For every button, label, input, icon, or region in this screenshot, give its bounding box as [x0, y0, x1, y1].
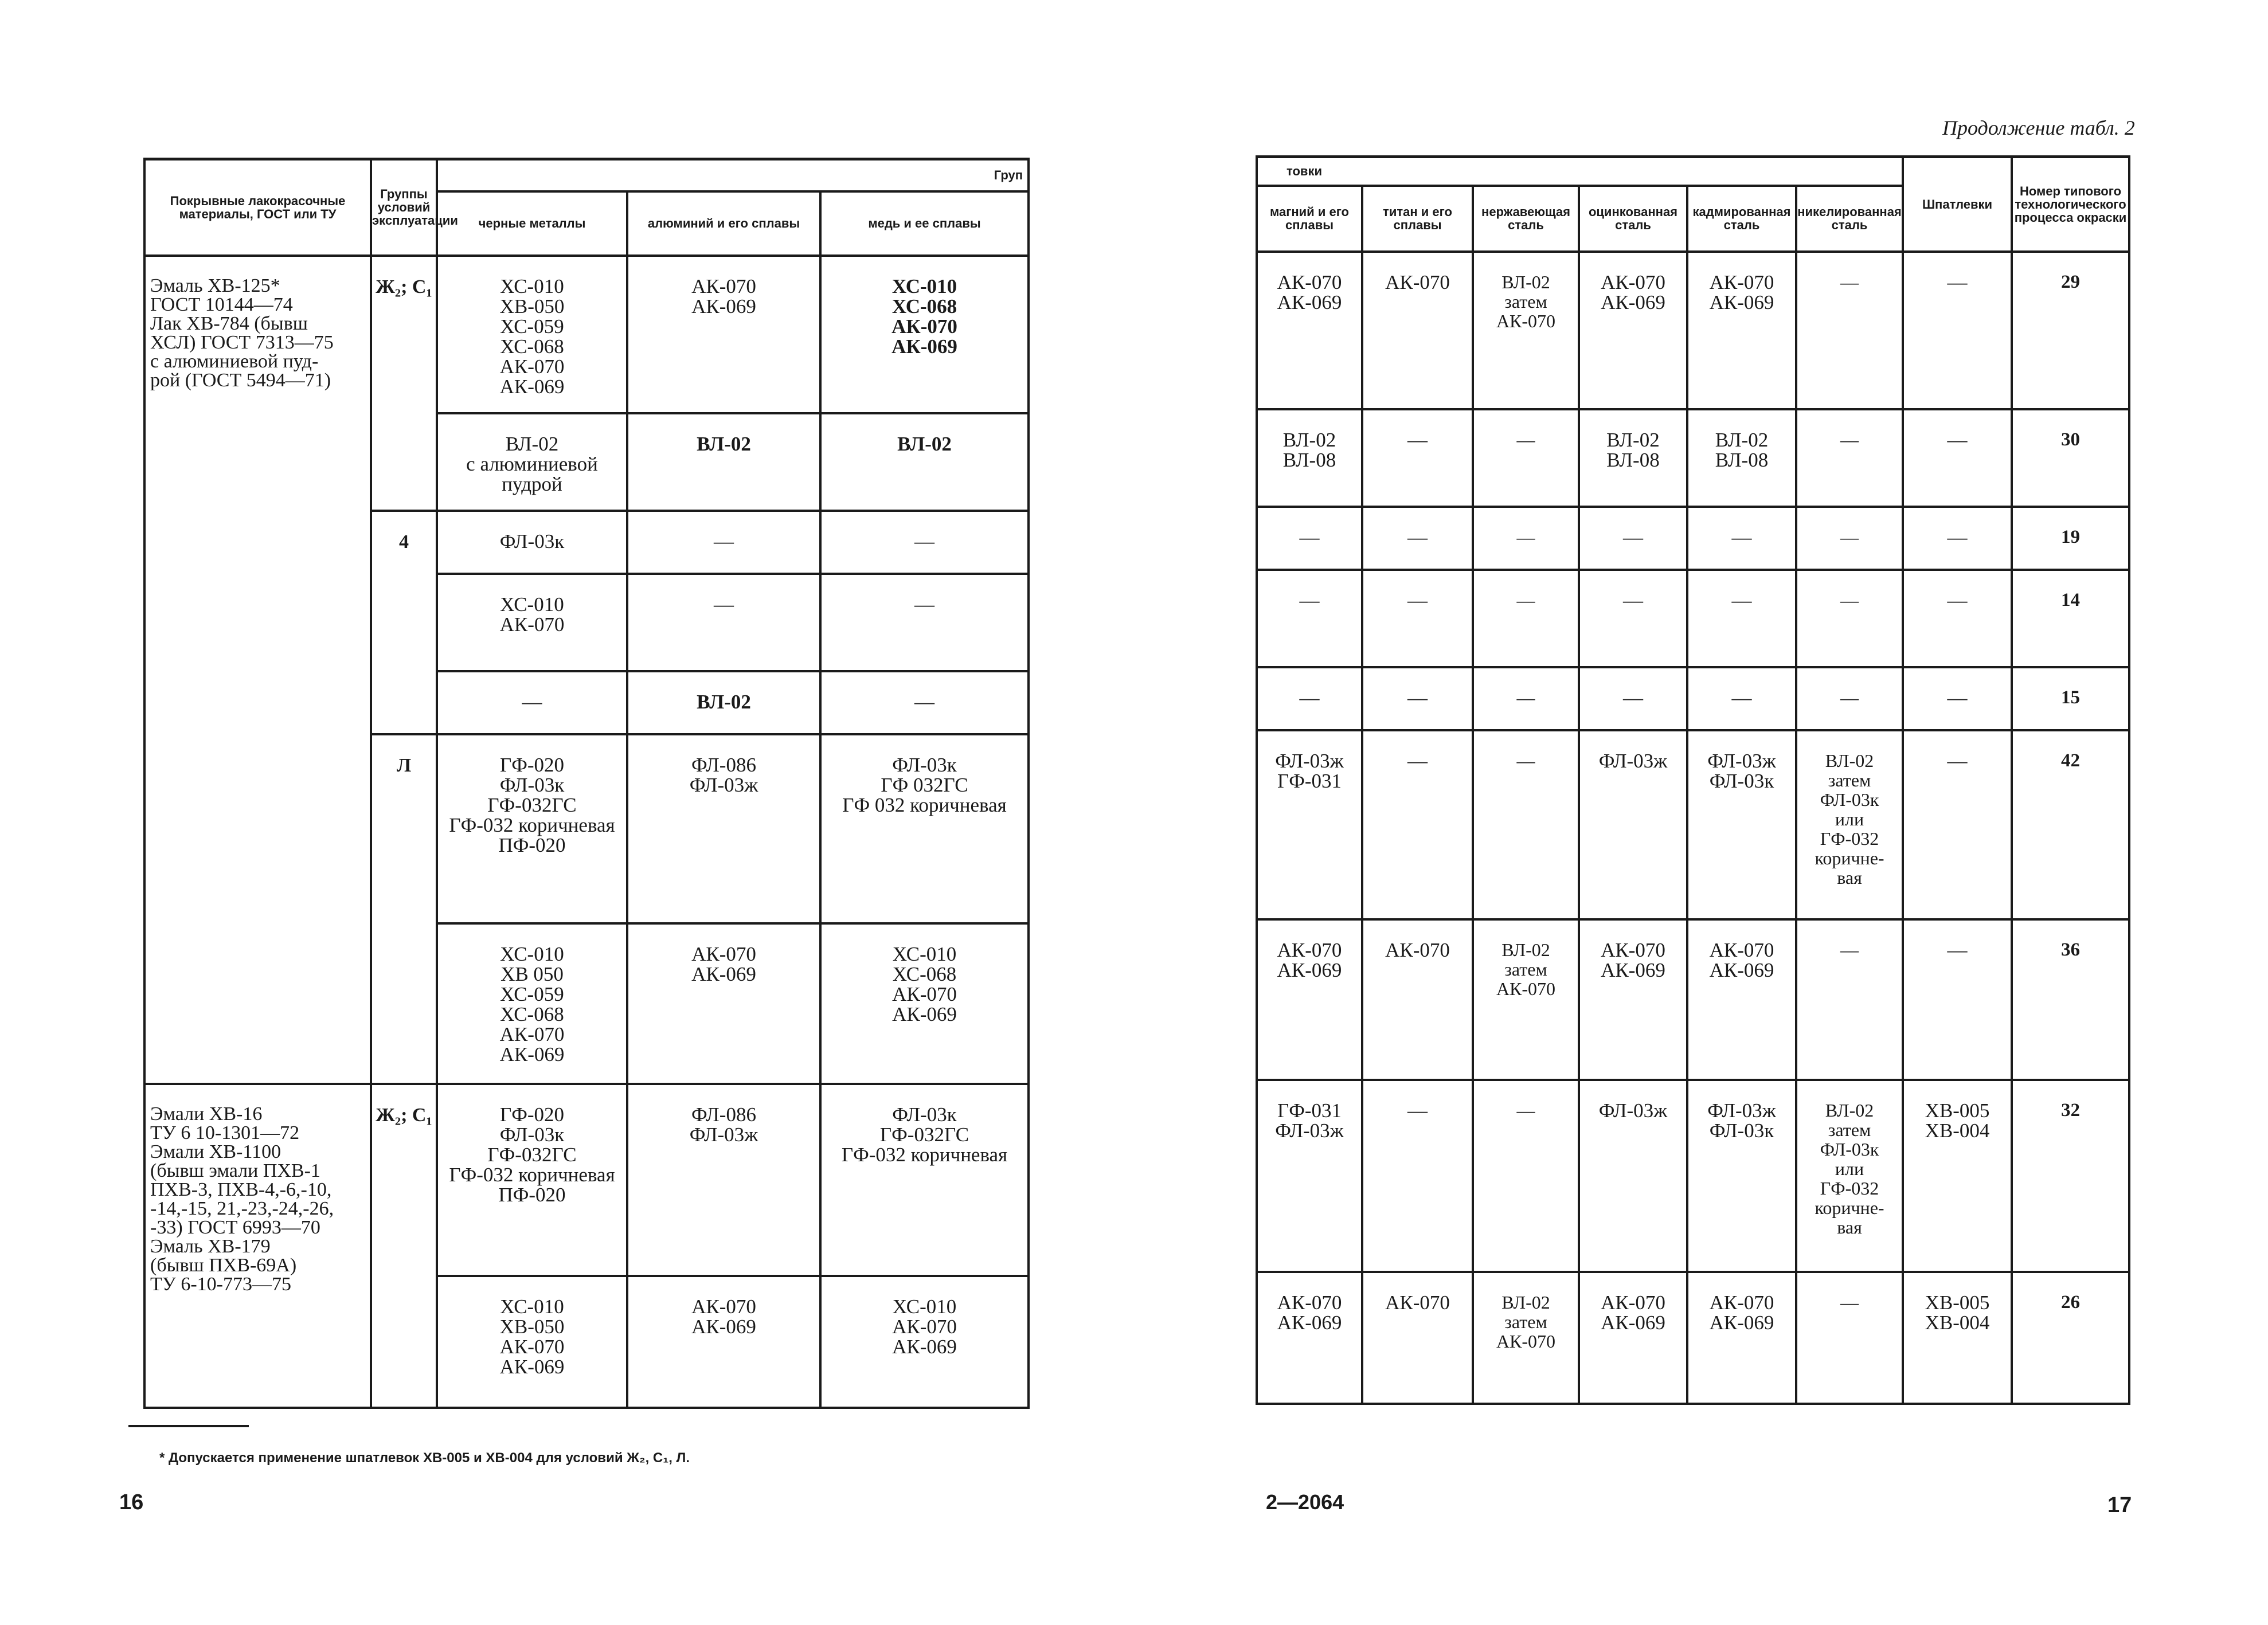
- cell-aluminum: [627, 734, 820, 923]
- cell-nickel: [1796, 1080, 1903, 1272]
- cell-aluminum: [627, 256, 820, 413]
- cell-value: —: [1731, 526, 1752, 549]
- cell-value: АК-070 АК-069: [691, 275, 756, 318]
- cell-value: АК-070 АК-069: [1601, 271, 1665, 314]
- cell-aluminum: [627, 413, 820, 511]
- cell-copper: [820, 511, 1029, 574]
- cell-titanium: [1362, 570, 1473, 667]
- cell-value: ХС-010 АК-070 АК-069: [892, 1295, 957, 1358]
- cell-value: —: [1299, 589, 1320, 612]
- cell-value: —: [1516, 1099, 1535, 1121]
- cell-value: 36: [2061, 939, 2081, 960]
- cell-value: 14: [2061, 589, 2081, 610]
- cell-aluminum: [627, 671, 820, 734]
- cell-process: [2012, 409, 2129, 507]
- cell-value: ФЛ-03ж: [1598, 749, 1668, 772]
- cell-value: ВЛ-02 с алюминиевой пудрой: [466, 432, 598, 495]
- cell-copper: [820, 256, 1029, 413]
- cell-value: ФЛ-086 ФЛ-03ж: [689, 1103, 758, 1146]
- cell-magnesium: [1257, 570, 1362, 667]
- cell-copper: [820, 413, 1029, 511]
- cell-value: АК-070: [1385, 1291, 1450, 1314]
- cell-stainless: [1473, 570, 1579, 667]
- cell-value: —: [1407, 526, 1428, 549]
- cell-ferrous: [437, 256, 627, 413]
- cell-value: 19: [2061, 526, 2081, 547]
- table-row: [1257, 1272, 2129, 1404]
- cell-galvanized: [1579, 919, 1687, 1080]
- cell-value: —: [1407, 428, 1428, 451]
- cell-magnesium: [1257, 919, 1362, 1080]
- cell-cadmium: [1687, 1080, 1796, 1272]
- table-row: [1257, 919, 2129, 1080]
- cell-copper: [820, 1084, 1029, 1276]
- cell-titanium: [1362, 507, 1473, 570]
- cell-value: ВЛ-02 затем АК-070: [1496, 939, 1556, 999]
- header-materials: Покрывные лакокрасочные материалы, ГОСТ или ТУ: [144, 159, 371, 256]
- cell-value: —: [1840, 939, 1859, 960]
- cell-value: ФЛ-03ж: [1598, 1099, 1668, 1122]
- cell-value: —: [1840, 526, 1859, 547]
- cell-value: АК-070 АК-069: [691, 1295, 756, 1338]
- cell-value: ФЛ-086 ФЛ-03ж: [689, 753, 758, 796]
- cell-value: ВЛ-02 ВЛ-08: [1715, 428, 1769, 471]
- table-row: [144, 1084, 1029, 1276]
- cell-nickel: [1796, 507, 1903, 570]
- cell-ferrous: [437, 923, 627, 1084]
- left-table-body: [144, 256, 1029, 1408]
- cell-galvanized: [1579, 252, 1687, 409]
- cell-value: АК-070 АК-069: [1601, 1291, 1665, 1334]
- cell-value: ФЛ-03к ГФ 032ГС ГФ 032 коричневая: [842, 753, 1007, 816]
- cell-titanium: [1362, 730, 1473, 919]
- cell-value: —: [1299, 686, 1320, 709]
- right-table: [1256, 155, 2130, 1405]
- group-cell: [371, 734, 437, 1084]
- cell-process: [2012, 252, 2129, 409]
- material-text: Эмаль ХВ-125* ГОСТ 10144—74 Лак ХВ-784 (бывш ХСЛ) ГОСТ 7313—75 с алюминиевой пуд- рой (ГОСТ 5494—71): [150, 275, 334, 391]
- cell-value: АК-070: [1385, 271, 1450, 293]
- cell-value: —: [1407, 1099, 1428, 1122]
- cell-aluminum: [627, 1084, 820, 1276]
- cell-cadmium: [1687, 730, 1796, 919]
- cell-cadmium: [1687, 919, 1796, 1080]
- cell-value: —: [1516, 429, 1535, 450]
- cell-process: [2012, 507, 2129, 570]
- cell-value: —: [1947, 686, 1968, 709]
- header-process-number: Номер типового технологического процесса окраски: [2012, 157, 2129, 252]
- cell-value: ВЛ-02: [897, 432, 952, 455]
- cell-value: —: [1516, 750, 1535, 771]
- cell-nickel: [1796, 1272, 1903, 1404]
- cell-value: АК-070 АК-069: [1709, 1291, 1774, 1334]
- header-putty: Шпатлевки: [1903, 157, 2012, 252]
- cell-value: ФЛ-03ж ФЛ-03к: [1707, 1099, 1776, 1142]
- cell-value: —: [1407, 686, 1428, 709]
- cell-value: ГФ-020 ФЛ-03к ГФ-032ГС ГФ-032 коричневая ПФ-020: [449, 1103, 615, 1206]
- cell-stainless: [1473, 409, 1579, 507]
- table-row: [1257, 507, 2129, 570]
- cell-putty: [1903, 667, 2012, 730]
- cell-stainless: [1473, 252, 1579, 409]
- cell-copper: [820, 1276, 1029, 1408]
- cell-process: [2012, 667, 2129, 730]
- cell-process: [2012, 1272, 2129, 1404]
- footnote: * Допускается применение шпатлевок ХВ-005 и ХВ-004 для условий Ж₂, С₁, Л.: [159, 1450, 690, 1466]
- cell-value: ВЛ-02 ВЛ-08: [1282, 428, 1336, 471]
- cell-value: АК-070 АК-069: [1277, 938, 1342, 981]
- cell-value: —: [1407, 589, 1428, 612]
- header-span: товки: [1257, 157, 1903, 186]
- cell-value: —: [1840, 589, 1859, 610]
- cell-value: ФЛ-03к ГФ-032ГС ГФ-032 коричневая: [841, 1103, 1008, 1166]
- cell-value: ХС-010 АК-070: [499, 593, 565, 636]
- cell-process: [2012, 1080, 2129, 1272]
- cell-galvanized: [1579, 409, 1687, 507]
- cell-value: ХС-010 ХВ-050 ХС-059 ХС-068 АК-070 АК-069: [499, 275, 565, 398]
- cell-ferrous: [437, 413, 627, 511]
- header-galvanized: оцинкованная сталь: [1579, 186, 1687, 252]
- cell-value: —: [1947, 271, 1968, 293]
- cell-magnesium: [1257, 409, 1362, 507]
- cell-value: ХС-010 ХВ 050 ХС-059 ХС-068 АК-070 АК-069: [499, 942, 565, 1066]
- cell-value: —: [714, 593, 734, 616]
- cell-titanium: [1362, 252, 1473, 409]
- header-cadmium: кадмированная сталь: [1687, 186, 1796, 252]
- group-label: Ж₂; С₁: [376, 1104, 432, 1126]
- cell-nickel: [1796, 919, 1903, 1080]
- left-table: [143, 158, 1030, 1409]
- material-text: Эмали ХВ-16 ТУ 6 10-1301—72 Эмали ХВ-1100 (бывш эмали ПХВ-1 ПХВ-3, ПХВ-4,-6,-10, -14,-15, 21,-23,-24,-26, -33) ГОСТ 6993—70 Эмаль ХВ-179 (бывш ПХВ-69А) ТУ 6-10-773—75: [150, 1103, 334, 1295]
- cell-stainless: [1473, 667, 1579, 730]
- header-titanium: титан и его сплавы: [1362, 186, 1473, 252]
- cell-value: ХС-010 ХС-068 АК-070 АК-069: [892, 942, 957, 1025]
- cell-value: —: [1731, 589, 1752, 612]
- cell-titanium: [1362, 409, 1473, 507]
- footnote-rule: [128, 1425, 249, 1427]
- cell-magnesium: [1257, 730, 1362, 919]
- group-cell: [371, 1084, 437, 1408]
- cell-aluminum: [627, 923, 820, 1084]
- cell-value: АК-070 АК-069: [1709, 271, 1774, 314]
- cell-copper: [820, 671, 1029, 734]
- cell-ferrous: [437, 1276, 627, 1408]
- cell-copper: [820, 734, 1029, 923]
- cell-titanium: [1362, 1080, 1473, 1272]
- cell-galvanized: [1579, 667, 1687, 730]
- cell-value: —: [1516, 589, 1535, 610]
- cell-ferrous: [437, 511, 627, 574]
- cell-stainless: [1473, 507, 1579, 570]
- cell-stainless: [1473, 1272, 1579, 1404]
- cell-value: ФЛ-03ж ГФ-031: [1275, 749, 1344, 792]
- cell-titanium: [1362, 667, 1473, 730]
- cell-value: 32: [2061, 1099, 2081, 1121]
- header-copper: медь и ее сплавы: [820, 191, 1029, 256]
- cell-value: —: [714, 530, 734, 553]
- cell-value: —: [1947, 749, 1968, 772]
- cell-value: —: [1947, 428, 1968, 451]
- header-nickel: никелированная сталь: [1796, 186, 1903, 252]
- cell-value: 26: [2061, 1291, 2081, 1313]
- header-groups: Группы условий эксплуатации: [371, 159, 437, 256]
- cell-titanium: [1362, 919, 1473, 1080]
- cell-cadmium: [1687, 667, 1796, 730]
- cell-ferrous: [437, 574, 627, 671]
- table-row: [144, 256, 1029, 413]
- cell-value: ВЛ-02 затем ФЛ-03к или ГФ-032 коричне- вая: [1815, 1099, 1884, 1238]
- cell-cadmium: [1687, 409, 1796, 507]
- cell-ferrous: [437, 734, 627, 923]
- cell-value: —: [1623, 589, 1643, 612]
- group-label: Л: [396, 754, 412, 776]
- cell-value: —: [914, 593, 934, 616]
- cell-value: —: [1516, 687, 1535, 708]
- cell-value: ВЛ-02 затем ФЛ-03к или ГФ-032 коричне- вая: [1815, 750, 1884, 888]
- header-stainless: нержавеющая сталь: [1473, 186, 1579, 252]
- cell-aluminum: [627, 574, 820, 671]
- cell-value: 15: [2061, 687, 2081, 708]
- table-row: [1257, 570, 2129, 667]
- table-row: [1257, 252, 2129, 409]
- cell-value: —: [1299, 526, 1320, 549]
- cell-value: ВЛ-02 затем АК-070: [1496, 1291, 1556, 1352]
- cell-putty: [1903, 919, 2012, 1080]
- cell-nickel: [1796, 252, 1903, 409]
- header-ferrous: черные металлы: [437, 191, 627, 256]
- cell-value: ГФ-031 ФЛ-03ж: [1275, 1099, 1344, 1142]
- cell-value: 42: [2061, 750, 2081, 771]
- cell-putty: [1903, 1272, 2012, 1404]
- cell-magnesium: [1257, 252, 1362, 409]
- cell-ferrous: [437, 1084, 627, 1276]
- cell-putty: [1903, 1080, 2012, 1272]
- cell-nickel: [1796, 730, 1903, 919]
- cell-titanium: [1362, 1272, 1473, 1404]
- table-row: [1257, 1080, 2129, 1272]
- cell-value: —: [914, 690, 934, 713]
- cell-value: АК-070 АК-069: [1277, 1291, 1342, 1334]
- cell-galvanized: [1579, 570, 1687, 667]
- cell-value: —: [1731, 686, 1752, 709]
- cell-value: ФЛ-03ж ФЛ-03к: [1707, 749, 1776, 792]
- page-center-code: 2—2064: [1266, 1490, 1344, 1514]
- cell-value: —: [1947, 938, 1968, 961]
- cell-ferrous: [437, 671, 627, 734]
- cell-copper: [820, 574, 1029, 671]
- header-magnesium: магний и его сплавы: [1257, 186, 1362, 252]
- group-cell: [371, 256, 437, 511]
- cell-aluminum: [627, 511, 820, 574]
- cell-magnesium: [1257, 1272, 1362, 1404]
- page-number-right: 17: [2107, 1493, 2132, 1517]
- cell-value: ХС-010 ХС-068 АК-070 АК-069: [891, 275, 957, 358]
- cell-value: —: [1623, 686, 1643, 709]
- cell-magnesium: [1257, 1080, 1362, 1272]
- cell-cadmium: [1687, 252, 1796, 409]
- cell-putty: [1903, 252, 2012, 409]
- cell-value: ВЛ-02: [697, 432, 751, 455]
- cell-value: ВЛ-02 ВЛ-08: [1606, 428, 1660, 471]
- right-page: [1134, 0, 2268, 1625]
- cell-process: [2012, 730, 2129, 919]
- cell-value: ВЛ-02 затем АК-070: [1496, 271, 1556, 331]
- cell-stainless: [1473, 730, 1579, 919]
- table-row: [1257, 667, 2129, 730]
- cell-value: ХВ-005 ХВ-004: [1925, 1099, 1990, 1142]
- material-cell: [144, 1084, 371, 1408]
- cell-value: —: [1407, 749, 1428, 772]
- cell-galvanized: [1579, 1272, 1687, 1404]
- page-number-left: 16: [119, 1490, 144, 1514]
- material-cell: [144, 256, 371, 1084]
- cell-value: —: [1840, 1291, 1859, 1313]
- header-aluminum: алюминий и его сплавы: [627, 191, 820, 256]
- cell-value: —: [1840, 429, 1859, 450]
- cell-value: 30: [2061, 429, 2081, 450]
- cell-value: —: [1516, 526, 1535, 547]
- group-label: 4: [399, 531, 409, 553]
- cell-value: 29: [2061, 271, 2081, 292]
- cell-process: [2012, 570, 2129, 667]
- cell-magnesium: [1257, 667, 1362, 730]
- right-table-body: [1257, 252, 2129, 1404]
- cell-stainless: [1473, 919, 1579, 1080]
- cell-value: ХВ-005 ХВ-004: [1925, 1291, 1990, 1334]
- cell-nickel: [1796, 667, 1903, 730]
- group-cell: [371, 511, 437, 734]
- cell-copper: [820, 923, 1029, 1084]
- cell-galvanized: [1579, 507, 1687, 570]
- cell-putty: [1903, 507, 2012, 570]
- cell-putty: [1903, 409, 2012, 507]
- cell-value: АК-070 АК-069: [1709, 938, 1774, 981]
- cell-putty: [1903, 570, 2012, 667]
- cell-value: —: [1623, 526, 1643, 549]
- cell-value: —: [522, 690, 542, 713]
- cell-stainless: [1473, 1080, 1579, 1272]
- table-row: [1257, 730, 2129, 919]
- cell-value: АК-070: [1385, 938, 1450, 961]
- cell-value: ВЛ-02: [697, 690, 751, 713]
- cell-value: АК-070 АК-069: [1277, 271, 1342, 314]
- cell-value: АК-070 АК-069: [691, 942, 756, 985]
- cell-galvanized: [1579, 1080, 1687, 1272]
- cell-putty: [1903, 730, 2012, 919]
- cell-value: ГФ-020 ФЛ-03к ГФ-032ГС ГФ-032 коричневая ПФ-020: [449, 753, 615, 856]
- table-continuation-caption: Продолжение табл. 2: [1942, 116, 2135, 139]
- cell-process: [2012, 919, 2129, 1080]
- cell-cadmium: [1687, 570, 1796, 667]
- cell-nickel: [1796, 409, 1903, 507]
- cell-magnesium: [1257, 507, 1362, 570]
- cell-aluminum: [627, 1276, 820, 1408]
- header-group-span: Груп: [437, 159, 1029, 191]
- cell-value: —: [1840, 271, 1859, 292]
- cell-value: ФЛ-03к: [499, 530, 565, 553]
- group-label: Ж₂; С₁: [376, 276, 432, 297]
- cell-value: —: [1840, 687, 1859, 708]
- cell-cadmium: [1687, 507, 1796, 570]
- cell-cadmium: [1687, 1272, 1796, 1404]
- cell-nickel: [1796, 570, 1903, 667]
- table-row: [1257, 409, 2129, 507]
- cell-value: ХС-010 ХВ-050 АК-070 АК-069: [499, 1295, 565, 1378]
- cell-value: —: [914, 530, 934, 553]
- cell-value: АК-070 АК-069: [1601, 938, 1665, 981]
- cell-value: —: [1947, 589, 1968, 612]
- cell-galvanized: [1579, 730, 1687, 919]
- cell-value: —: [1947, 526, 1968, 549]
